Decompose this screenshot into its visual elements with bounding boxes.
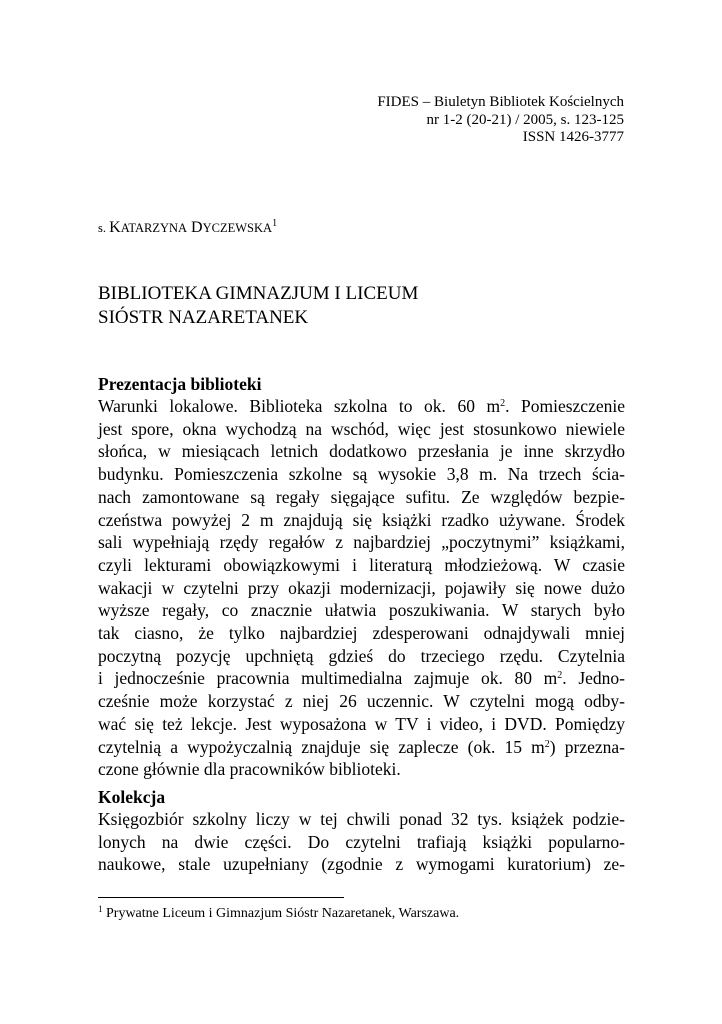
text-line: naukowe, stale uzupełniany (zgodnie z wymogami kuratorium) ze- xyxy=(98,854,625,875)
title-line-2: SIÓSTR NAZARETANEK xyxy=(98,307,309,328)
section-collection xyxy=(98,786,625,876)
text-line: Księgozbiór szkolny liczy w tej chwili ponad 32 tys. książek podzie- xyxy=(98,809,625,829)
text-line: lonych na dwie części. Do czytelni trafiają książki popularno- xyxy=(98,831,625,852)
text-line: nach zamontowane są regały sięgające sufitu. Ze względów bezpie- xyxy=(98,486,625,507)
text-line: Warunki lokalowe. Biblioteka szkolna to ok. 60 $m^2$. Pomieszczenie xyxy=(98,396,625,416)
text-line: czytelnią a wypożyczalnią znajduje się zaplecze (ok. 15 $m^2$) przezna- xyxy=(98,736,625,757)
text-line: i jednocześnie pracownia multimedialna zajmuje ok. 80 $m^2$. Jedno- xyxy=(98,668,626,689)
author-first-initial: K xyxy=(109,219,121,236)
author-first-rest: ATARZYNA xyxy=(120,221,188,235)
journal-issue: nr 1-2 (20-21) / 2005, s. 123-125 xyxy=(426,111,624,128)
footnote-text: Prywatne Liceum i Gimnazjum Sióstr Nazaretanek, Warszawa. xyxy=(102,906,460,921)
text-line: poczytną pozycję upchniętą gdzieś do trzeciego rzędu. Czytelnia xyxy=(98,645,625,666)
section-body xyxy=(98,808,625,876)
text-line: tak ciasno, że tylko najbardziej zdesperowani odnajdywali mniej xyxy=(98,623,625,644)
text-line: sali wypełniają rzędy regałów z najbardziej „poczytnymi” książkami, xyxy=(98,532,625,553)
author-name xyxy=(98,218,277,238)
section-library-presentation xyxy=(98,373,625,781)
author-prefix: s. xyxy=(98,221,110,235)
text-line: budynku. Pomieszczenia szkolne są wysokie 3,8 m. Na trzech ścia- xyxy=(98,464,625,485)
footnote-divider xyxy=(98,897,344,898)
title-line-1: BIBLIOTEKA GIMNAZJUM I LICEUM xyxy=(98,283,419,304)
text-line: wakacji w czytelni przy okazji modernizacji, pojawiły się nowe dużo xyxy=(98,577,625,598)
text-line: wać się też lekcje. Jest wyposażona w TV i video, i DVD. Pomiędzy xyxy=(98,713,625,734)
text-line: wyższe regały, co znacznie ułatwia poszukiwania. W starych było xyxy=(98,600,625,621)
journal-name: FIDES – Biuletyn Bibliotek Kościelnych xyxy=(377,94,624,110)
author-last-initial: D xyxy=(191,219,203,236)
footnote-mark: 1 xyxy=(98,904,103,914)
section-body xyxy=(98,395,625,781)
section-heading: Prezentacja biblioteki xyxy=(98,374,262,394)
author-last-rest: YCZEWSKA xyxy=(202,221,273,235)
section-heading: Kolekcja xyxy=(98,787,166,807)
footnote xyxy=(98,905,459,923)
author-footnote-mark: 1 xyxy=(272,218,278,229)
text-line: czone głównie dla pracowników biblioteki. xyxy=(98,759,401,780)
journal-issn: ISSN 1426-3777 xyxy=(522,129,624,145)
text-line: cześnie może korzystać z niej 26 uczennic. W czytelni mogą odby- xyxy=(98,691,625,712)
text-line: jest spore, okna wychodzą na wschód, więc jest stosunkowo niewiele xyxy=(98,418,625,439)
text-line: słońca, w miesiącach letnich dodatkowo przesłania je inne skrzydło xyxy=(98,441,625,462)
article-title xyxy=(98,282,418,330)
text-line: czeństwa powyżej 2 m znajdują się książki rzadko używane. Środek xyxy=(98,509,625,530)
journal-header xyxy=(204,94,624,147)
text-line: czyli lekturami obowiązkowymi i literaturą młodzieżową. W czasie xyxy=(98,554,625,575)
